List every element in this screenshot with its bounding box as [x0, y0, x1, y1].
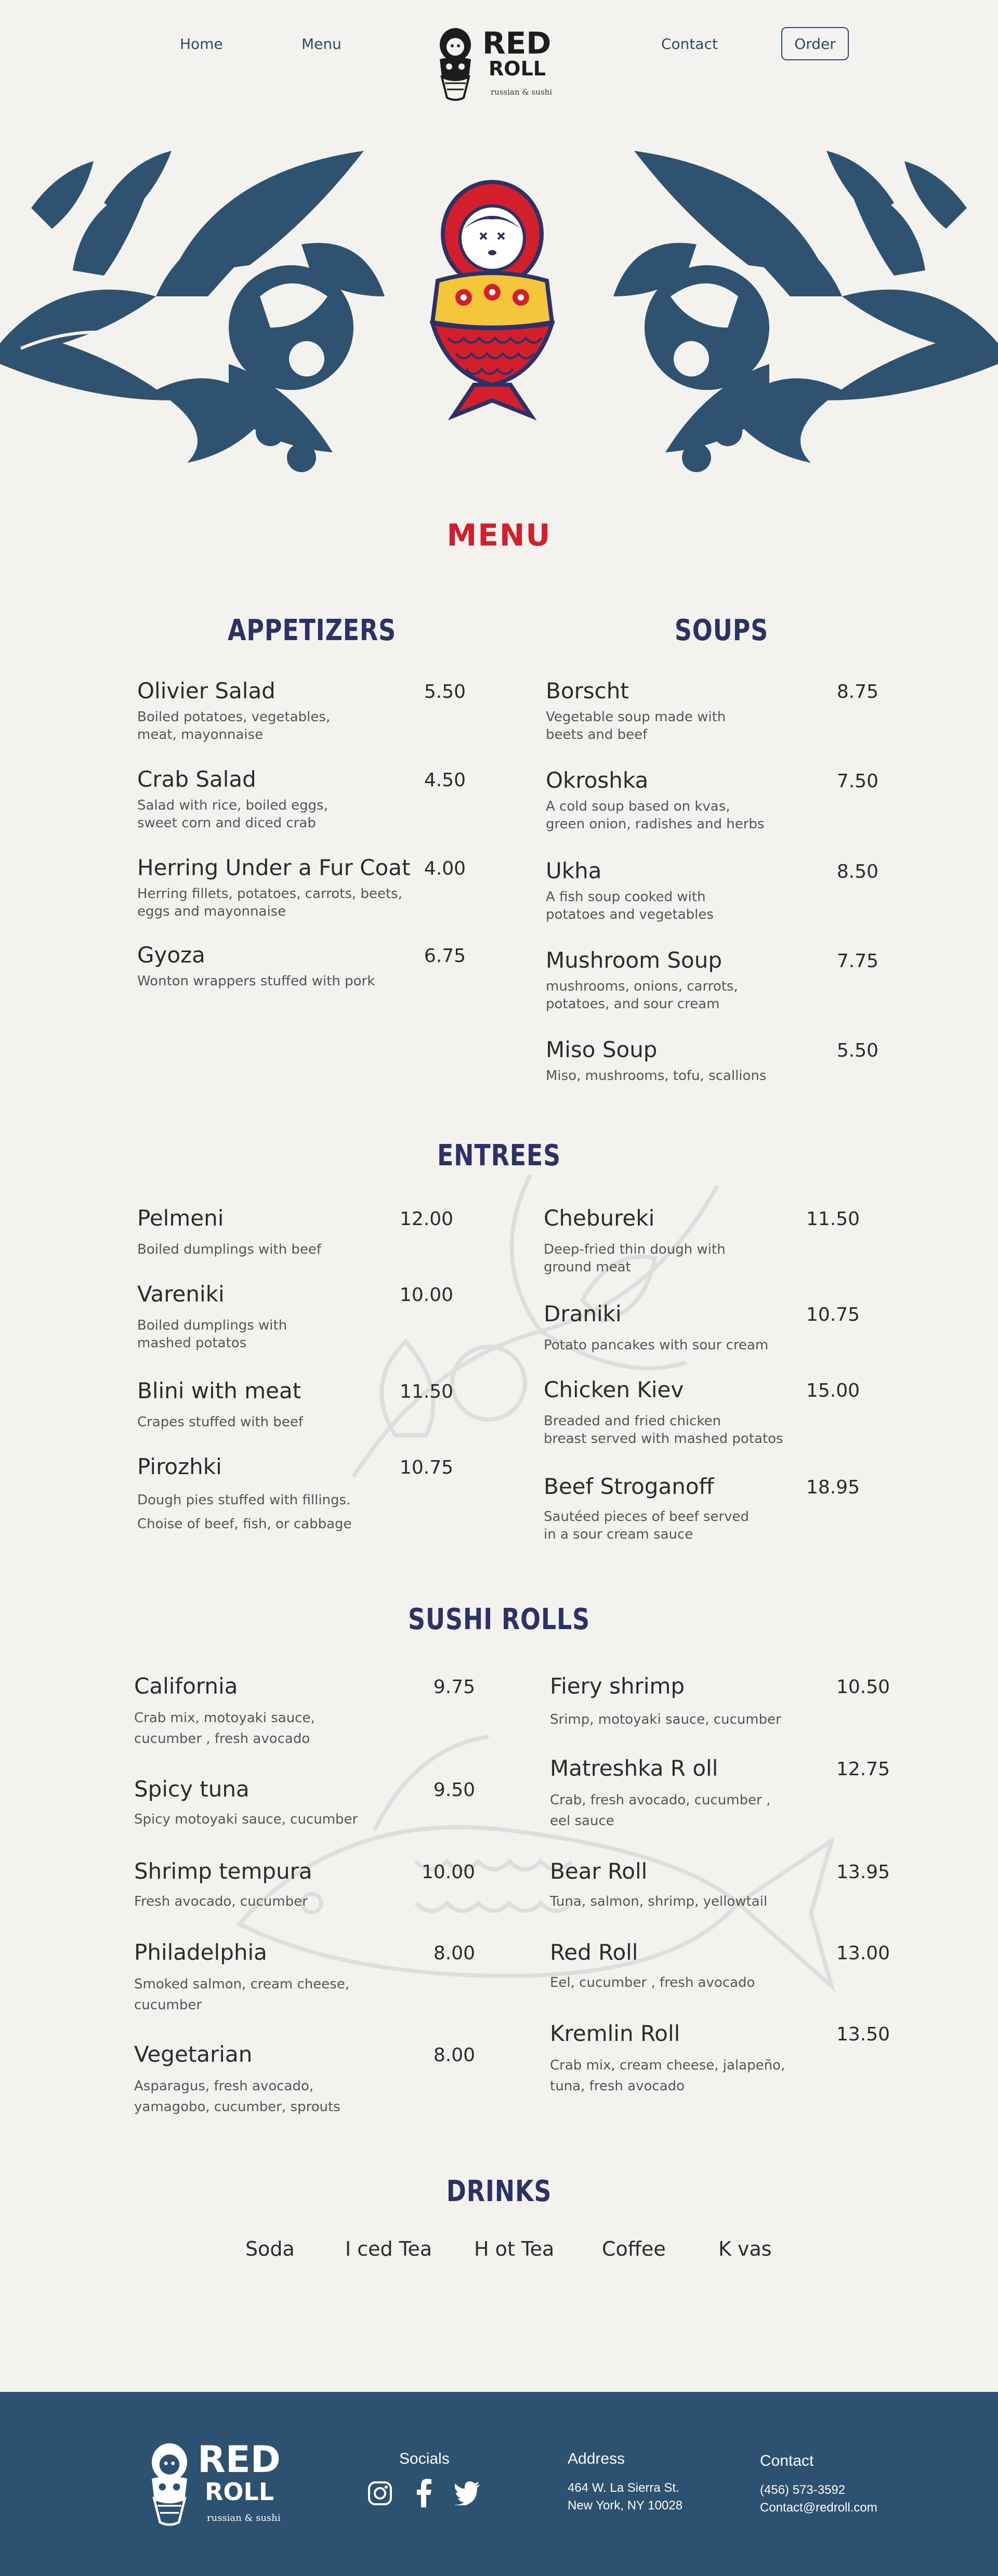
menu-item-price: 8.00	[433, 2045, 475, 2066]
twitter-icon[interactable]	[454, 2481, 481, 2505]
menu-item-description: Herring fillets, potatoes, carrots, beets, eggs and mayonnaise	[137, 886, 402, 919]
menu-item-description: Smoked salmon, cream cheese, cucumber	[134, 1976, 350, 2013]
menu-item-description: A fish soup cooked with potatoes and vegetables	[546, 889, 714, 922]
menu-item-price: 12.00	[399, 1208, 453, 1230]
menu-item-price: 8.50	[836, 861, 878, 882]
menu-item-price: 11.50	[399, 1381, 453, 1402]
menu-item-name: Red Roll	[550, 1940, 638, 1965]
menu-item-price: 11.50	[806, 1208, 860, 1230]
drinks-title: DRINKS	[446, 2175, 552, 2208]
matryoshka-doll-icon	[422, 177, 562, 421]
footer-logo[interactable]	[143, 2440, 299, 2533]
menu-item-name: Philadelphia	[134, 1940, 267, 1965]
footer-contact-title: Contact	[760, 2452, 814, 2469]
menu-item-price: 9.75	[433, 1676, 475, 1698]
footer-address-line2: New York, NY 10028	[568, 2499, 683, 2513]
menu-item-description: Crab mix, motoyaki sauce, cucumber , fresh avocado	[134, 1710, 315, 1747]
drink-item: K vas	[718, 2237, 772, 2260]
right-floral-ornament-icon	[603, 140, 998, 484]
logo-red-text: RED	[482, 25, 551, 61]
menu-item-name: Pirozhki	[137, 1454, 222, 1479]
menu-item-price: 7.75	[836, 951, 878, 972]
header-logo[interactable]	[435, 25, 564, 103]
menu-item-price: 10.00	[399, 1284, 453, 1306]
menu-item-price: 5.50	[424, 681, 466, 702]
footer-phone[interactable]: (456) 573-3592	[760, 2483, 846, 2497]
menu-item-name: Kremlin Roll	[550, 2021, 680, 2046]
menu-item-price: 10.50	[836, 1676, 890, 1698]
drink-item: I ced Tea	[345, 2237, 432, 2260]
drink-item: Coffee	[602, 2237, 666, 2260]
soups-title: SOUPS	[674, 614, 769, 647]
menu-item-name: Mushroom Soup	[546, 947, 722, 973]
menu-item-name: Vareniki	[137, 1281, 225, 1307]
logo-roll-text: ROLL	[489, 57, 546, 80]
menu-item-name: Blini with meat	[137, 1378, 301, 1403]
appetizers-title: APPETIZERS	[228, 614, 396, 647]
menu-item-price: 4.00	[424, 858, 466, 879]
menu-item-name: Ukha	[546, 858, 602, 883]
menu-item-price: 6.75	[424, 945, 466, 967]
nav-contact-link[interactable]: Contact	[661, 35, 718, 53]
menu-item-name: Bear Roll	[550, 1858, 648, 1884]
menu-item-price: 10.75	[806, 1304, 860, 1325]
menu-item-price: 8.75	[836, 681, 878, 702]
menu-item-name: Chebureki	[544, 1205, 655, 1231]
menu-item-name: Borscht	[546, 678, 629, 704]
menu-item-description: Crab, fresh avocado, cucumber , eel sauce	[550, 1792, 771, 1829]
footer-socials-title: Socials	[399, 2450, 450, 2467]
menu-item-name: California	[134, 1673, 238, 1699]
menu-item-price: 12.75	[836, 1759, 890, 1780]
menu-item-name: Vegetarian	[134, 2041, 253, 2067]
instagram-icon[interactable]	[367, 2480, 393, 2506]
menu-item-description: mushrooms, onions, carrots, potatoes, and sour cream	[546, 979, 738, 1012]
menu-item-description: Tuna, salmon, shrimp, yellowtail	[550, 1894, 768, 1909]
menu-item-price: 10.00	[421, 1862, 475, 1883]
menu-item-name: Miso Soup	[546, 1037, 658, 1062]
menu-item-description: Srimp, motoyaki sauce, cucumber	[550, 1712, 781, 1727]
footer-logo-tagline: russian & sushi	[207, 2513, 281, 2523]
menu-item-description: Crapes stuffed with beef	[137, 1414, 304, 1430]
menu-item-description: Vegetable soup made with beets and beef	[546, 709, 726, 743]
menu-item-description: Miso, mushrooms, tofu, scallions	[546, 1068, 767, 1084]
menu-item-price: 5.50	[836, 1040, 878, 1061]
menu-item-description: Boiled potatoes, vegetables, meat, mayonnaise	[137, 709, 331, 743]
nav-home-link[interactable]: Home	[180, 35, 223, 53]
menu-item-price: 13.00	[836, 1943, 890, 1964]
menu-item-description: Deep-fried thin dough with ground meat	[544, 1242, 726, 1275]
menu-item-name: Olivier Salad	[137, 678, 275, 704]
entrees-title: ENTREES	[437, 1139, 561, 1173]
menu-item-description: Wonton wrappers stuffed with pork	[137, 973, 375, 989]
footer-email[interactable]: Contact@redroll.com	[760, 2501, 877, 2515]
matryoshka-logo-icon	[435, 25, 476, 103]
menu-item-price: 15.00	[806, 1380, 860, 1401]
logo-tagline: russian & sushi	[491, 87, 553, 97]
menu-item-description: Boiled dumplings with mashed potatos	[137, 1318, 287, 1351]
facebook-icon[interactable]	[414, 2478, 435, 2507]
menu-item-price: 13.95	[836, 1862, 890, 1883]
menu-item-name: Okroshka	[546, 767, 649, 793]
menu-item-name: Chicken Kiev	[544, 1377, 684, 1402]
site-footer	[0, 2392, 998, 2576]
menu-item-name: Spicy tuna	[134, 1776, 250, 1802]
menu-item-description: Crab mix, cream cheese, jalapeño, tuna, fresh avocado	[550, 2058, 785, 2094]
footer-logo-roll-text: ROLL	[205, 2478, 274, 2506]
menu-item-description: Asparagus, fresh avocado, yamagobo, cucumber, sprouts	[134, 2078, 340, 2115]
menu-item-name: Matreshka R oll	[550, 1755, 718, 1781]
menu-item-price: 18.95	[806, 1477, 860, 1498]
menu-item-description: Potato pancakes with sour cream	[544, 1337, 769, 1353]
menu-item-price: 4.50	[424, 770, 466, 791]
menu-item-name: Crab Salad	[137, 766, 256, 792]
nav-menu-link[interactable]: Menu	[301, 35, 342, 53]
menu-item-price: 10.75	[399, 1457, 453, 1478]
menu-item-description: Boiled dumplings with beef	[137, 1242, 322, 1257]
drink-item: H ot Tea	[474, 2237, 555, 2260]
menu-item-name: Herring Under a Fur Coat	[137, 855, 411, 880]
drink-item: Soda	[245, 2237, 295, 2260]
menu-item-description: Sautéed pieces of beef served in a sour cream sauce	[544, 1509, 750, 1542]
menu-item-description: Eel, cucumber , fresh avocado	[550, 1975, 755, 1990]
menu-item-price: 8.00	[433, 1943, 475, 1964]
menu-item-description: Salad with rice, boiled eggs, sweet corn and diced crab	[137, 798, 328, 831]
menu-item-name: Beef Stroganoff	[544, 1474, 714, 1499]
order-button[interactable]: Order	[781, 27, 849, 60]
footer-address-title: Address	[568, 2450, 625, 2467]
menu-item-description: Spicy motoyaki sauce, cucumber	[134, 1812, 358, 1827]
footer-address-line1: 464 W. La Sierra St.	[568, 2481, 679, 2495]
sushi-rolls-title: SUSHI ROLLS	[408, 1603, 590, 1636]
menu-item-price: 9.50	[433, 1779, 475, 1801]
menu-item-price: 7.50	[836, 771, 878, 792]
footer-logo-red-text: RED	[198, 2438, 281, 2481]
left-floral-ornament-icon	[0, 140, 395, 484]
menu-item-description: Breaded and fried chicken breast served with mashed potatos	[544, 1413, 783, 1447]
menu-item-name: Shrimp tempura	[134, 1858, 312, 1884]
menu-title: MENU	[447, 517, 551, 553]
menu-item-description: A cold soup based on kvas, green onion, radishes and herbs	[546, 799, 765, 832]
menu-item-description: Fresh avocado, cucumber	[134, 1894, 308, 1909]
menu-item-name: Gyoza	[137, 942, 205, 968]
menu-item-name: Draniki	[544, 1301, 622, 1326]
matryoshka-logo-icon	[143, 2440, 195, 2528]
menu-item-name: Pelmeni	[137, 1205, 224, 1231]
menu-item-description: Dough pies stuffed with fillings. Choise of beef, fish, or cabbage	[137, 1492, 352, 1532]
menu-item-name: Fiery shrimp	[550, 1673, 685, 1699]
social-icons	[367, 2480, 492, 2512]
menu-item-price: 13.50	[836, 2024, 890, 2045]
